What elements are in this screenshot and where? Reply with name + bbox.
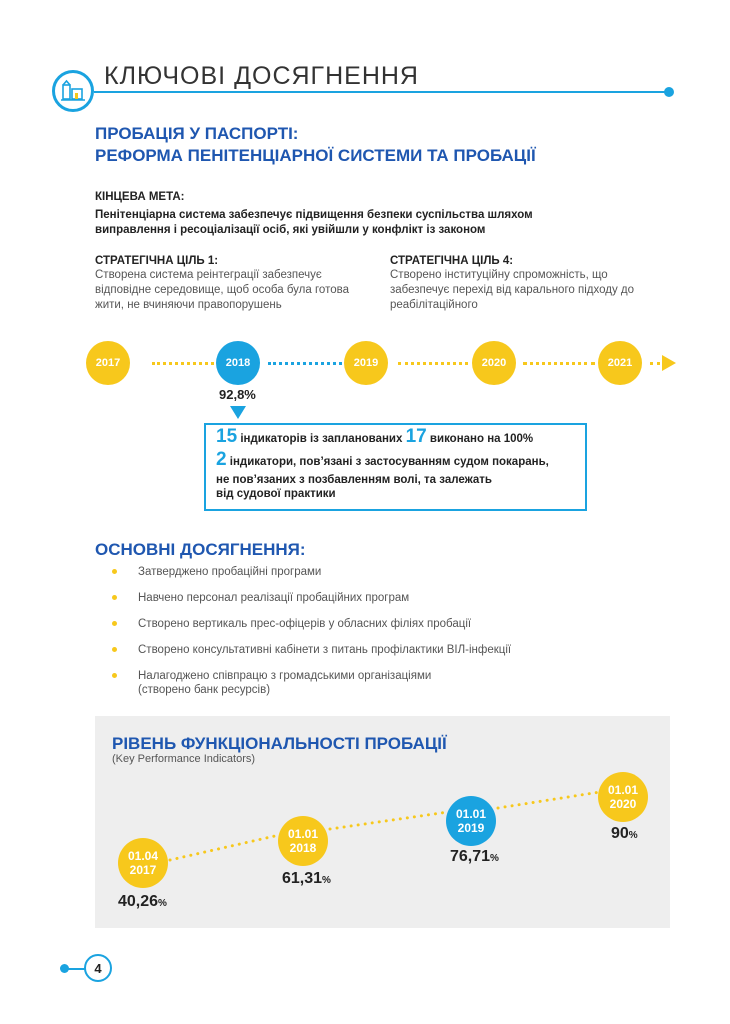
- kpi-date: 01.01: [287, 827, 319, 841]
- indicators-text: індикатори, пов’язані з застосуванням судом покарань,: [226, 456, 549, 468]
- timeline-connector: [152, 362, 214, 365]
- list-item: [112, 591, 592, 605]
- kpi-value-2018: [282, 870, 331, 888]
- final-goal-label: КІНЦЕВА МЕТА:: [95, 191, 185, 203]
- timeline-connector: [523, 362, 595, 365]
- kpi-date: 01.01: [455, 807, 487, 821]
- bullet-icon: [112, 673, 117, 678]
- achievements-title: ОСНОВНІ ДОСЯГНЕННЯ:: [95, 540, 306, 559]
- kpi-value-2020: [611, 825, 638, 843]
- list-item: [112, 617, 592, 631]
- list-item-text: (створено банк ресурсів): [138, 684, 271, 696]
- list-item: [112, 669, 592, 697]
- building-icon: [52, 70, 94, 112]
- bullet-icon: [112, 621, 117, 626]
- final-goal-text: Пенітенціарна система забезпечує підвищення безпеки суспільства шляхом виправлення і ресоціалізації осіб, які увійшли у конфлікт із законом: [95, 209, 533, 236]
- highlight-percent: 92,8%: [219, 387, 256, 402]
- kpi-year: 2018: [289, 841, 317, 855]
- kpi-subtitle: (Key Performance Indicators): [112, 753, 256, 765]
- kpi-value-unit: %: [490, 853, 499, 864]
- indicators-box: [204, 423, 587, 511]
- timeline-arrow-icon: [662, 355, 676, 371]
- page-number: 4: [84, 954, 112, 982]
- page-number-dot: [60, 964, 69, 973]
- bullet-icon: [112, 595, 117, 600]
- kpi-trend-line: [95, 716, 670, 928]
- kpi-point-2020: [598, 772, 648, 822]
- achievements-list: [112, 565, 592, 709]
- main-title-line-2: РЕФОРМА ПЕНІТЕНЦІАРНОЇ СИСТЕМИ ТА ПРОБАЦІЇ: [95, 146, 536, 165]
- list-item-text: Навчено персонал реалізації пробаційних програм: [138, 592, 410, 604]
- bullet-icon: [112, 569, 117, 574]
- strategic-goal-4-text: Створено інституційну спроможність, що забезпечує перехід від карального підходу до реабілітаційного: [390, 269, 634, 311]
- indicators-text: не пов’язаних з позбавленням волі, та залежать: [216, 474, 492, 486]
- kpi-date: 01.01: [607, 783, 639, 797]
- kpi-value-2019: [450, 848, 499, 866]
- kpi-value-number: 90: [611, 825, 629, 842]
- kpi-point-2018: [278, 816, 328, 866]
- bullet-icon: [112, 647, 117, 652]
- main-title-line-1: ПРОБАЦІЯ У ПАСПОРТІ:: [95, 124, 299, 143]
- timeline-connector: [398, 362, 468, 365]
- list-item-text: Створено вертикаль прес-офіцерів у обласних філіях пробації: [138, 618, 472, 630]
- indicators-count-15: 15: [216, 426, 238, 447]
- strategic-goal-4-label: СТРАТЕГІЧНА ЦІЛЬ 4:: [390, 255, 514, 267]
- indicators-text: виконано на 100%: [426, 433, 534, 445]
- strategic-goal-1-label: СТРАТЕГІЧНА ЦІЛЬ 1:: [95, 255, 219, 267]
- list-item: [112, 565, 592, 579]
- indicators-row-2: [216, 449, 549, 470]
- kpi-year: 2020: [609, 797, 637, 811]
- indicators-text: від судової практики: [216, 488, 336, 500]
- pointer-down-icon: [230, 406, 246, 419]
- timeline-year-2017: 2017: [86, 341, 130, 385]
- timeline-connector: [650, 362, 660, 365]
- kpi-point-2019: [446, 796, 496, 846]
- indicators-text: індикаторів із запланованих: [237, 433, 406, 445]
- kpi-year: 2017: [129, 863, 157, 877]
- timeline-connector: [268, 362, 342, 365]
- kpi-value-unit: %: [628, 830, 638, 841]
- timeline-year-2019: 2019: [344, 341, 388, 385]
- kpi-value-2017: [118, 893, 167, 911]
- strategic-goal-1-text: Створена система реінтеграції забезпечує відповідне середовище, щоб особа була готова жити, не вчиняючи правопорушень: [95, 269, 349, 311]
- kpi-point-2017: [118, 838, 168, 888]
- kpi-year: 2019: [457, 821, 485, 835]
- kpi-value-number: 40,26: [118, 893, 159, 910]
- list-item-text: Затверджено пробаційні програми: [138, 566, 322, 578]
- timeline-year-2018: 2018: [216, 341, 260, 385]
- header-rule: [94, 91, 668, 93]
- indicators-row-1: [216, 426, 534, 447]
- kpi-title: РІВЕНЬ ФУНКЦІОНАЛЬНОСТІ ПРОБАЦІЇ: [112, 734, 447, 753]
- kpi-value-number: 61,31: [282, 870, 323, 887]
- timeline-year-2020: 2020: [472, 341, 516, 385]
- list-item-text: Створено консультативні кабінети з питань профілактики ВІЛ-інфекції: [138, 644, 512, 656]
- kpi-value-unit: %: [322, 875, 331, 886]
- kpi-value-unit: %: [158, 898, 167, 909]
- kpi-date: 01.04: [127, 849, 159, 863]
- main-title: [95, 123, 655, 167]
- indicators-count-2: 2: [216, 449, 227, 470]
- header-rule-end-dot: [664, 87, 674, 97]
- timeline-year-2021: 2021: [598, 341, 642, 385]
- kpi-value-number: 76,71: [450, 848, 491, 865]
- indicators-count-17: 17: [405, 426, 427, 447]
- section-title: КЛЮЧОВІ ДОСЯГНЕННЯ: [104, 62, 419, 90]
- list-item: [112, 643, 592, 657]
- list-item-text: Налагоджено співпрацю з громадськими організаціями: [138, 670, 432, 682]
